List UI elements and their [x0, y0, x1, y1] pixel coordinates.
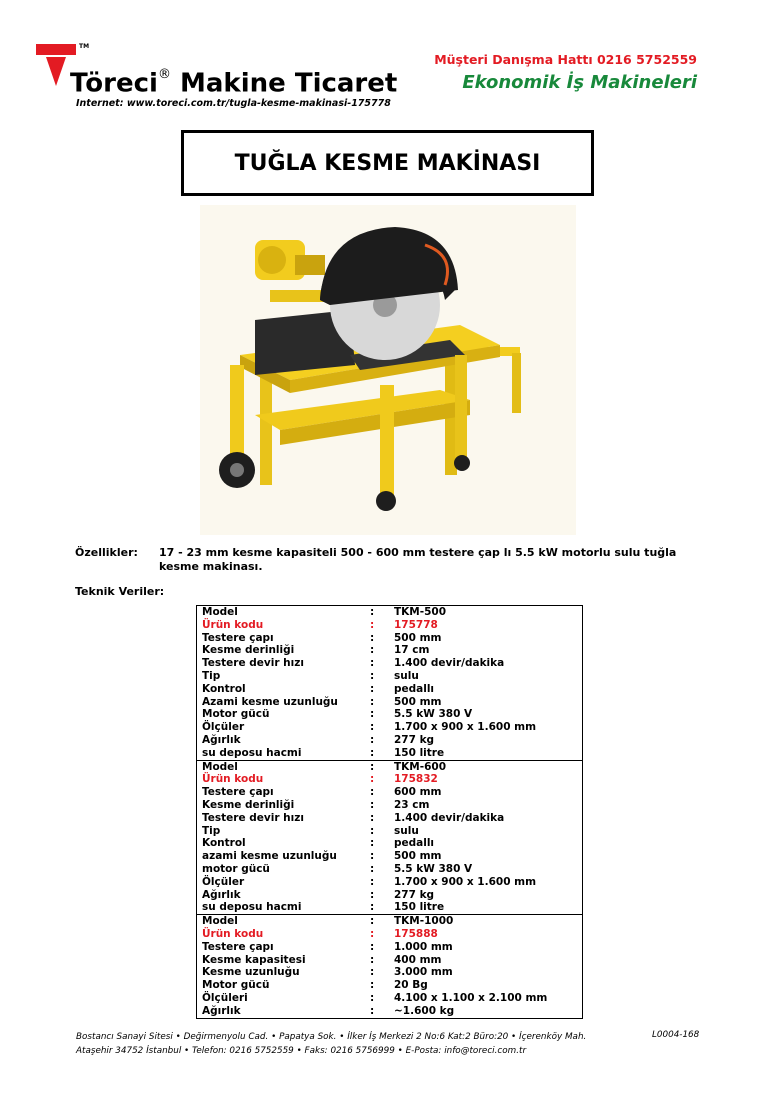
spec-value: 1.700 x 900 x 1.600 mm: [394, 875, 537, 888]
spec-key: Ağırlık: [202, 1004, 241, 1017]
brand-name-first: Töreci: [70, 68, 158, 99]
spec-row: [197, 876, 582, 889]
spec-key: Testere çapı: [202, 786, 274, 799]
spec-key: Ağırlık: [202, 733, 241, 746]
spec-key: Kontrol: [202, 837, 246, 850]
spec-row: [197, 1005, 582, 1018]
features-text: 17 - 23 mm kesme kapasiteli 500 - 600 mm testere çap lı 5.5 kW motorlu sulu tuğla kesme makinası.: [159, 546, 677, 573]
spec-value: 20 Bg: [394, 979, 428, 992]
spec-value: pedallı: [394, 837, 435, 850]
spec-key: su deposu hacmi: [202, 901, 302, 914]
spec-row: [197, 747, 582, 760]
spec-colon: :: [370, 966, 375, 979]
spec-key: Testere çapı: [202, 631, 274, 644]
spec-key: Ölçüler: [202, 721, 245, 734]
spec-row: [197, 954, 582, 967]
spec-value: 175778: [394, 618, 438, 631]
spec-colon: :: [370, 746, 375, 759]
spec-value: 600 mm: [394, 786, 442, 799]
page-title: TUĞLA KESME MAKİNASI: [234, 150, 541, 176]
spec-row: [197, 928, 582, 941]
spec-value: 3.000 mm: [394, 966, 453, 979]
spec-colon: :: [370, 695, 375, 708]
spec-row: [197, 644, 582, 657]
spec-key: Tip: [202, 824, 221, 837]
spec-row: [197, 863, 582, 876]
spec-value: 17 cm: [394, 644, 430, 657]
spec-value: 23 cm: [394, 798, 430, 811]
spec-key: Motor gücü: [202, 708, 270, 721]
spec-colon: :: [370, 862, 375, 875]
spec-colon: :: [370, 760, 375, 773]
footer-address-line-1: Bostancı Sanayi Sitesi • Değirmenyolu Cad. • Papatya Sok. • İlker İş Merkezi 2 No:6 Kat:2 Büro:20 • İçerenköy Mah.: [76, 1032, 587, 1042]
spec-colon: :: [370, 850, 375, 863]
spec-colon: :: [370, 915, 375, 928]
spec-key: Kesme kapasitesi: [202, 953, 306, 966]
customer-hotline: Müşteri Danışma Hattı 0216 5752559: [434, 52, 697, 67]
spec-colon: :: [370, 669, 375, 682]
spec-value: sulu: [394, 824, 419, 837]
technical-data-label: Teknik Veriler:: [75, 585, 165, 598]
spec-row: [197, 837, 582, 850]
spec-row: [197, 632, 582, 645]
specification-table: [196, 605, 583, 1019]
spec-colon: :: [370, 1004, 375, 1017]
spec-colon: :: [370, 888, 375, 901]
spec-key: Ürün kodu: [202, 927, 264, 940]
spec-row: [197, 966, 582, 979]
spec-row: [197, 734, 582, 747]
spec-row: [197, 799, 582, 812]
spec-key: Model: [202, 915, 238, 928]
spec-value: 5.5 kW 380 V: [394, 862, 473, 875]
spec-value: 150 litre: [394, 901, 445, 914]
spec-value: pedallı: [394, 682, 435, 695]
spec-row: [197, 812, 582, 825]
spec-key: Testere devir hızı: [202, 657, 304, 670]
spec-row: [197, 901, 582, 914]
website-url[interactable]: Internet: www.toreci.com.tr/tugla-kesme-makinasi-175778: [76, 98, 391, 109]
spec-key: Ürün kodu: [202, 773, 264, 786]
spec-row: [197, 619, 582, 632]
spec-key: Kontrol: [202, 682, 246, 695]
spec-key: Model: [202, 760, 238, 773]
page-title-box: [181, 130, 594, 196]
spec-colon: :: [370, 875, 375, 888]
spec-value: 5.5 kW 380 V: [394, 708, 473, 721]
spec-colon: :: [370, 927, 375, 940]
spec-colon: :: [370, 733, 375, 746]
spec-value: TKM-1000: [394, 915, 454, 928]
spec-row: [197, 979, 582, 992]
spec-value: 277 kg: [394, 888, 435, 901]
brand-name: [70, 64, 397, 99]
spec-colon: :: [370, 786, 375, 799]
spec-key: Kesme derinliği: [202, 644, 295, 657]
spec-row: [197, 915, 582, 928]
footer-address: [76, 1030, 586, 1058]
spec-key: Azami kesme uzunluğu: [202, 695, 338, 708]
spec-colon: :: [370, 618, 375, 631]
spec-key: Kesme derinliği: [202, 798, 295, 811]
spec-group: [197, 914, 582, 1017]
spec-row: [197, 889, 582, 902]
spec-row: [197, 721, 582, 734]
spec-key: Ölçüleri: [202, 991, 248, 1004]
spec-row: [197, 670, 582, 683]
spec-colon: :: [370, 708, 375, 721]
spec-key: Testere devir hızı: [202, 811, 304, 824]
spec-value: 1.400 devir/dakika: [394, 657, 505, 670]
spec-key: Testere çapı: [202, 940, 274, 953]
spec-colon: :: [370, 773, 375, 786]
spec-colon: :: [370, 811, 375, 824]
spec-row: [197, 761, 582, 774]
spec-key: Kesme uzunluğu: [202, 966, 300, 979]
spec-colon: :: [370, 940, 375, 953]
spec-value: 150 litre: [394, 746, 445, 759]
spec-key: Ürün kodu: [202, 618, 264, 631]
spec-row: [197, 683, 582, 696]
spec-colon: :: [370, 721, 375, 734]
spec-group: [197, 606, 582, 760]
spec-row: [197, 825, 582, 838]
spec-key: Tip: [202, 669, 221, 682]
spec-value: 4.100 x 1.100 x 2.100 mm: [394, 991, 548, 1004]
spec-colon: :: [370, 824, 375, 837]
spec-key: motor gücü: [202, 862, 270, 875]
spec-value: 500 mm: [394, 631, 442, 644]
brick-cutting-saw-machine-photo: [200, 205, 576, 535]
spec-colon: :: [370, 901, 375, 914]
spec-row: [197, 696, 582, 709]
spec-value: ~1.600 kg: [394, 1004, 455, 1017]
spec-colon: :: [370, 991, 375, 1004]
spec-colon: :: [370, 798, 375, 811]
spec-colon: :: [370, 606, 375, 618]
spec-key: Ağırlık: [202, 888, 241, 901]
spec-group: [197, 760, 582, 915]
spec-value: 175888: [394, 927, 438, 940]
footer-address-line-2: Ataşehir 34752 İstanbul • Telefon: 0216 5752559 • Faks: 0216 5756999 • E-Posta: info@toreci.com.tr: [76, 1046, 527, 1056]
spec-row: [197, 786, 582, 799]
spec-row: [197, 773, 582, 786]
spec-value: 500 mm: [394, 695, 442, 708]
spec-key: azami kesme uzunluğu: [202, 850, 337, 863]
spec-row: [197, 850, 582, 863]
spec-row: [197, 992, 582, 1005]
spec-colon: :: [370, 631, 375, 644]
spec-colon: :: [370, 682, 375, 695]
spec-colon: :: [370, 644, 375, 657]
document-number: L0004-168: [652, 1030, 700, 1040]
spec-value: 277 kg: [394, 733, 435, 746]
spec-value: TKM-600: [394, 760, 447, 773]
spec-key: Ölçüler: [202, 875, 245, 888]
product-photo: [200, 205, 576, 535]
spec-colon: :: [370, 979, 375, 992]
spec-row: [197, 708, 582, 721]
trademark-symbol: TM: [79, 43, 90, 50]
spec-colon: :: [370, 837, 375, 850]
spec-value: 500 mm: [394, 850, 442, 863]
spec-row: [197, 941, 582, 954]
registered-mark: ®: [157, 67, 171, 82]
spec-value: TKM-500: [394, 606, 447, 618]
spec-value: 400 mm: [394, 953, 442, 966]
spec-row: [197, 657, 582, 670]
spec-key: Model: [202, 606, 238, 618]
brand-name-rest: Makine Ticaret: [180, 68, 398, 99]
company-tagline: Ekonomik İş Makineleri: [462, 72, 697, 93]
spec-value: 175832: [394, 773, 438, 786]
spec-value: 1.400 devir/dakika: [394, 811, 505, 824]
spec-key: Motor gücü: [202, 979, 270, 992]
spec-colon: :: [370, 657, 375, 670]
spec-value: sulu: [394, 669, 419, 682]
features-label: Özellikler:: [75, 546, 138, 559]
spec-row: [197, 606, 582, 619]
spec-value: 1.700 x 900 x 1.600 mm: [394, 721, 537, 734]
spec-colon: :: [370, 953, 375, 966]
spec-key: su deposu hacmi: [202, 746, 302, 759]
spec-value: 1.000 mm: [394, 940, 453, 953]
